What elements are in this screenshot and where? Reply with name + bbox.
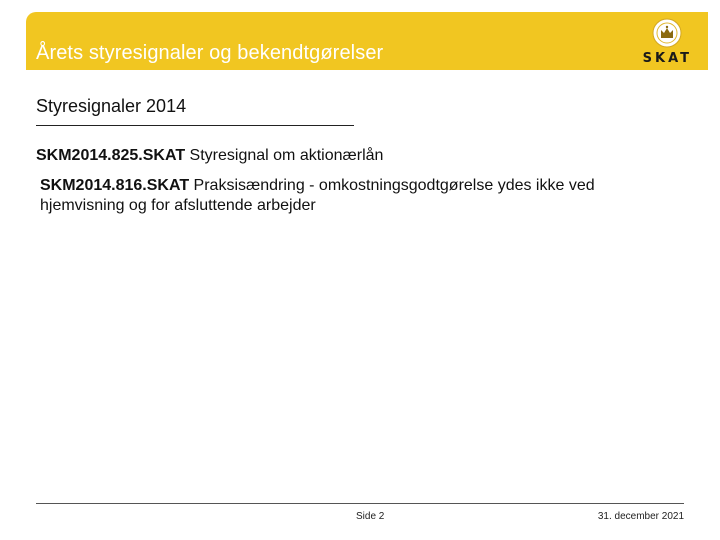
- entry-text: Styresignal om aktionærlån: [185, 147, 384, 164]
- slide-header-title: Årets styresignaler og bekendtgørelser: [36, 42, 384, 64]
- footer-divider: [36, 503, 684, 504]
- header-bar: [26, 12, 708, 70]
- entry-code: SKM2014.816.SKAT: [40, 177, 190, 194]
- section-divider: [36, 125, 354, 126]
- list-item: [36, 146, 383, 166]
- royal-crown-crest-icon: [652, 18, 682, 48]
- skat-logo: [612, 18, 692, 66]
- page-number: Side 2: [356, 511, 385, 522]
- list-item: [40, 176, 680, 216]
- entry-code: SKM2014.825.SKAT: [36, 147, 186, 164]
- logo-wordmark: SKAT: [642, 51, 692, 66]
- section-title: Styresignaler 2014: [36, 96, 187, 116]
- footer-date: 31. december 2021: [597, 511, 684, 522]
- entry-text: Praksisændring - omkostningsgodtgørelse ydes ikke ved hjemvisning og for afsluttende arbejder: [40, 177, 595, 214]
